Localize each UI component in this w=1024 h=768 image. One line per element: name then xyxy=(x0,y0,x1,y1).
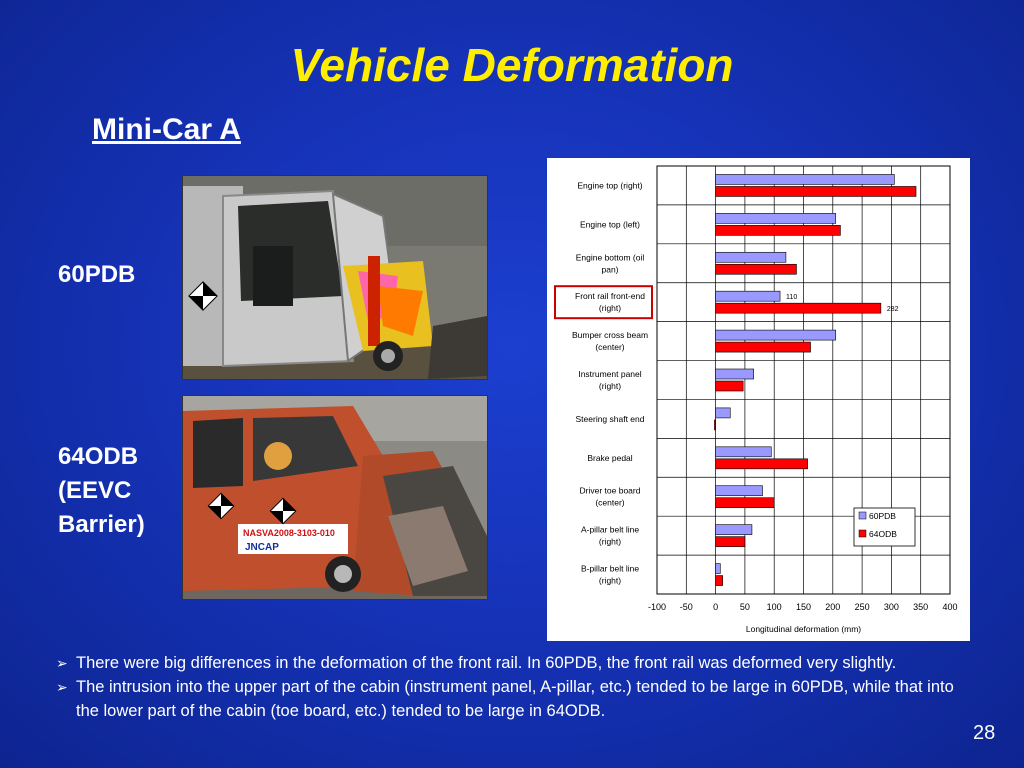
category-label: (center) xyxy=(595,497,625,508)
data-label: 282 xyxy=(886,306,899,314)
x-tick-label: 250 xyxy=(854,602,870,612)
category-label: Instrument panel xyxy=(578,369,642,379)
category-label: Engine top (left) xyxy=(579,219,641,230)
bar-64odb-9 xyxy=(716,537,745,547)
category-label: Bumper cross beam xyxy=(571,330,649,341)
bullet-item xyxy=(56,675,956,723)
bar-60pdb-5 xyxy=(716,369,754,379)
bar-64odb-10 xyxy=(716,576,723,586)
nasva-plate-line-2: JNCAP xyxy=(245,542,279,553)
bar-60pdb-0 xyxy=(716,174,895,184)
crash-photo-64odb-image xyxy=(183,396,487,599)
x-tick-label: 300 xyxy=(883,602,899,612)
bar-64odb-2 xyxy=(716,264,797,274)
category-label: (right) xyxy=(598,303,622,314)
x-axis-title: Longitudinal deformation (mm) xyxy=(745,624,862,634)
deformation-chart xyxy=(547,158,970,641)
label-64odb-line-2: (EEVC xyxy=(58,477,132,504)
category-label: (center) xyxy=(595,342,625,353)
bar-64odb-0 xyxy=(716,186,916,196)
category-label: (right) xyxy=(598,381,622,391)
category-label: Steering shaft end xyxy=(575,413,645,424)
label-64odb-line-3: Barrier) xyxy=(58,511,145,538)
legend-label-60pdb: 60PDB xyxy=(869,511,896,521)
category-label: (right) xyxy=(598,536,622,547)
crash-photo-60pdb-image xyxy=(183,176,487,379)
x-tick-label: -50 xyxy=(679,602,693,612)
x-tick-label: 400 xyxy=(942,602,958,612)
category-label: B-pillar belt line xyxy=(580,563,640,574)
bar-60pdb-4 xyxy=(716,330,836,340)
x-tick-label: 150 xyxy=(795,602,812,612)
label-60pdb: 60PDB xyxy=(58,261,136,288)
bar-60pdb-1 xyxy=(716,213,836,223)
x-tick-label: 0 xyxy=(713,602,719,612)
x-tick-label: 200 xyxy=(825,602,841,612)
bullet-arrow-icon: ➢ xyxy=(56,679,68,695)
bar-60pdb-6 xyxy=(716,408,731,418)
bar-60pdb-10 xyxy=(716,564,721,574)
bar-60pdb-8 xyxy=(716,486,763,496)
deformation-chart-panel xyxy=(547,158,970,641)
bar-64odb-8 xyxy=(716,498,775,508)
crash-photo-64odb xyxy=(182,395,488,600)
bar-64odb-7 xyxy=(716,459,808,469)
slide-title: Vehicle Deformation xyxy=(290,39,734,91)
category-label: pan) xyxy=(601,264,619,275)
bullet-text-1: There were big differences in the deformation of the front rail. In 60PDB, the front rail was deformed very slightly. xyxy=(76,654,897,672)
x-tick-label: 350 xyxy=(913,602,929,612)
legend-swatch-60pdb xyxy=(859,512,866,519)
bar-64odb-6 xyxy=(714,420,715,430)
bullet-list xyxy=(56,651,956,723)
bar-64odb-4 xyxy=(716,342,811,352)
category-label: Driver toe board xyxy=(579,485,641,496)
bullet-item xyxy=(56,651,956,675)
category-label: Engine bottom (oil xyxy=(575,252,645,263)
bar-64odb-1 xyxy=(716,225,841,235)
bullet-text-2: The intrusion into the upper part of the cabin (instrument panel, A-pillar, etc.) tended to be large in 60PDB, while that into the lower part of the cabin (toe board, etc.) tended to be large in 64ODB. xyxy=(76,678,954,720)
legend-label-64odb: 64ODB xyxy=(869,529,897,539)
label-64odb-line-1: 64ODB xyxy=(58,443,139,470)
bar-60pdb-3 xyxy=(716,291,780,301)
legend-swatch-64odb xyxy=(859,530,866,537)
category-label: Engine top (right) xyxy=(577,180,643,191)
bar-60pdb-9 xyxy=(716,525,752,535)
crash-photo-60pdb xyxy=(182,175,488,380)
category-label: (right) xyxy=(598,575,622,586)
category-label: Front rail front-end xyxy=(575,291,645,302)
category-label: A-pillar belt line xyxy=(580,524,640,535)
slide-subtitle: Mini-Car A xyxy=(92,113,241,146)
x-tick-label: 100 xyxy=(766,602,782,612)
bar-60pdb-2 xyxy=(716,252,786,262)
nasva-plate-line-1: NASVA2008-3103-010 xyxy=(243,528,335,538)
x-tick-label: 50 xyxy=(739,602,750,612)
bullet-arrow-icon: ➢ xyxy=(56,655,68,671)
bar-60pdb-7 xyxy=(716,447,772,457)
x-tick-label: -100 xyxy=(647,602,667,612)
data-label: 110 xyxy=(786,294,798,302)
page-number: 28 xyxy=(973,722,996,744)
bar-64odb-5 xyxy=(716,381,744,391)
label-64odb xyxy=(58,440,145,542)
category-label: Brake pedal xyxy=(587,452,633,463)
bar-64odb-3 xyxy=(716,303,881,313)
